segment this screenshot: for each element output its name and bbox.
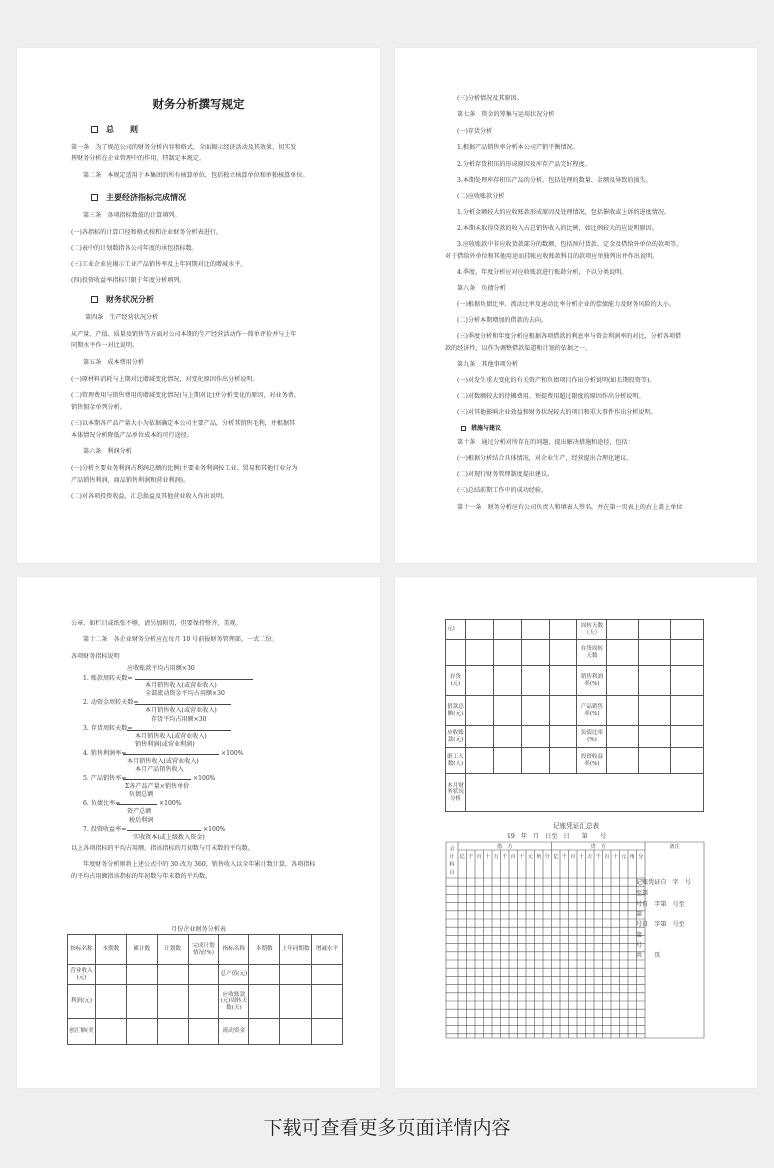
table-header-cell: 累计数 [126,935,157,965]
item-text: (二)表中的计划数指各公司年度的承包指标数。 [71,245,198,252]
item-text: 1.根据产品销售率分析本公司产销平衡情况。 [457,144,579,151]
item-text: (二)对各项投资收益、汇总损益及其他营业收入作出说明。 [71,493,229,500]
table-cell: 流动资金 [219,1019,249,1045]
voucher-note: 号自 字第 号至 [636,921,685,928]
formula-denominator: 本月销售收入(或营业收入) [127,758,199,765]
table-header-cell: 计划数 [157,935,188,965]
voucher-note: 第 [636,911,643,918]
article-10: 第十条 通过分析对所存在的问题，提出解决措施和途径，包括： [457,439,634,446]
voucher-summary-title: 记账凭证汇总表 [553,822,600,830]
item-text: 2.分析存货积压的形成原因及库存产品完好程度。 [457,161,591,168]
item-text: (一)存货分析 [457,128,493,135]
account-subject-header-char: 科 [449,862,455,868]
fraction-line [123,779,191,780]
formula-numerator: 负债总额 [129,791,154,798]
formula-denominator: 实收资本(或上级拨入资金) [133,834,205,841]
table-title: 月份企业财务分析表 [171,926,226,933]
table-cell: 本月财务状况分析 [446,774,466,812]
checkbox-icon [91,194,98,201]
table-cell: 借款总额(元) [446,696,466,726]
item-text: (一)对发生重大变化的有关资产和负债项目作出分析说明(如长期投资等)。 [457,377,656,384]
formula-multiplier: ×100% [159,800,182,807]
table-cell: 存货(元) [446,666,466,696]
formula-multiplier: ×100% [221,750,244,757]
table-header-cell: 完成计划情况(%) [188,935,219,965]
table-header-cell: 本期数 [249,935,280,965]
item-text: (一)原材料消耗与上期对比增减变化情况，对变化原因作出分析说明。 [71,376,259,383]
item-text: (三)总结前期工作中的成功经验。 [457,487,548,494]
paragraph-text: 的平均占用额指该指标的年初数与年末数的平均数。 [71,873,212,880]
credit-header: 贷 方 [590,844,607,850]
item-text: (一)分析主要业务利润占利润总额的比例(主要业务利润按工业、贸易和其他行业分为 [71,465,298,472]
section-heading-financial-status: 财务状况分析 [91,294,154,305]
article-9: 第九条 其他事项分析 [457,361,518,368]
unit-header: 元 [527,854,533,860]
item-text: (三)工业企业应揭示工业产品销售率及上年同期对比的增减水平。 [71,261,247,268]
unit-header: 元 [621,854,627,860]
table-cell: 职工人数(人) [446,748,466,774]
document-page-4 [395,577,757,1088]
unit-header: 十 [485,854,491,860]
item-text: (二)分析本期增加的借款的去向。 [457,317,548,324]
article-1-line-1: 第一条 为了规范公司的财务分析内容和格式，全面揭示经济活动及其效果，切实发 [71,144,297,151]
unit-header: 千 [595,854,601,860]
item-text: 销售佣金单列分析。 [71,404,126,411]
fraction-line [127,830,201,831]
fraction-line [117,804,157,805]
account-subject-header-char: 目 [449,870,455,876]
item-text: 款的经济性，以作为调整借款渠道和计划的依据之一。 [445,345,592,352]
item-text: 本体情况分析降低产品单位成本的可行途径。 [71,432,193,439]
unit-header: 万 [493,854,499,860]
table-header-row [68,935,343,965]
formula-label: 5. 产品销售率= [83,775,127,782]
formula-label: 3. 存货周转天数= [83,725,133,732]
item-text: 1.分析金额较大的应收账款形成原因及处理情况，包括催收或上诉的进度情况。 [457,209,671,216]
unit-header: 万 [587,854,593,860]
table-cell: 利润(元) [68,985,96,1019]
unit-header: 十 [612,854,618,860]
fraction-line [135,704,231,705]
item-text: 产品销售利润、商品销售利润和营业利润)。 [71,477,190,484]
paragraph-text: 公章，如栏目或纸张不够，请另加附页，但要保持整齐、美观。 [71,620,242,627]
unit-header: 百 [604,854,610,860]
formula-numerator: 税后利润 [129,817,154,824]
unit-header: 百 [510,854,516,860]
unit-header: 千 [502,854,508,860]
fraction-line [135,679,253,680]
voucher-note: 第 [636,932,643,939]
table-cell: 投资收益率(%) [577,748,607,774]
formula-denominator: 本月销售收入(或营业收入) [145,682,217,689]
table-header-cell: 指标名称 [219,935,249,965]
formula-label: 4. 销售利润率= [83,750,127,757]
unit-header: 千 [561,854,567,860]
debit-header: 借 方 [496,844,513,850]
table-cell: 负债比率(%) [577,726,607,748]
table-header-cell: 指标名称 [68,935,96,965]
formula-label: 1. 账款周转天数= [83,675,133,682]
formula-numerator: 全部流动资金平均占用额×30 [145,690,225,697]
account-subject-header-char: 会 [449,846,455,852]
voucher-note: 记账凭证自 字 号 [636,879,691,886]
table-cell: 营业收入(元) [68,965,96,985]
unit-header: 十 [519,854,525,860]
indicator-explanation-heading: 各项财务指标说明 [71,653,120,660]
financial-analysis-table [67,934,343,1045]
unit-header: 亿 [553,854,559,860]
unit-header: 十 [578,854,584,860]
item-text: (四)投资收益率指标只限于年度分析填列。 [71,277,186,284]
article-11: 第十一条 财务分析应有公司负责人和填表人签名，并在第一页表上的右上盖上单位 [457,504,683,511]
article-5: 第五条 成本费用分析 [83,359,144,366]
formula-numerator: 应收账款平均占用额×30 [127,665,195,672]
article-2: 第二条 本规定适用于本集团的所有核算单位，包括独立核算单位和单独核算单位。 [83,172,309,179]
table-header-cell: 上年同期数 [280,935,312,965]
table-cell: 创汇额(美 [68,1019,96,1045]
item-text: 3.应收账款中非应收货款部分的数额，包括预付货款、定金及借给外单位的款项等， [457,241,683,248]
item-text: (二)管理费用与销售费用的增减变化情况(与上期对比)并分析变化的原因，对业务费、 [71,392,300,399]
item-text: (一)根据负债比率、流动比率及速动比率分析企业的偿债能力及财务风险的大小。 [457,301,676,308]
table-cell: 应收账款(元)周转天数(天) [219,985,249,1019]
formula-numerator: 本月产品销售收入 [135,766,184,773]
item-text: 4.季度、年度分析应对应收账款进行账龄分析，予以分类说明。 [457,269,628,276]
formula-multiplier: ×100% [203,826,226,833]
article-3: 第三条 各项指标数值的计算填列。 [83,212,181,219]
section-heading-measures: 措施与建议 [461,423,501,432]
document-title: 财务分析撰写规定 [152,97,245,111]
table-cell: 总产值(元) [219,965,249,985]
item-text: (二)对现行财务管理制度提出建议。 [457,471,554,478]
unit-header: 分 [544,854,550,860]
formula-multiplier: ×100% [193,775,216,782]
item-text: (一)根据分析结合具体情况，对企业生产、经营提出合理化建议。 [457,455,633,462]
article-6: 第六条 利润分析 [83,448,132,455]
paragraph-text: 同期水平作一对比说明。 [71,342,139,349]
table-cell: 存货周转天数 [577,640,607,666]
table-cell: 产品销售率(%) [577,696,607,726]
article-8: 第八条 负债分析 [457,285,506,292]
table-cell: 元) [446,620,466,640]
unit-header: 千 [468,854,474,860]
unit-header: 亿 [459,854,465,860]
voucher-summary-grid [395,577,757,1088]
unit-header: 百 [570,854,576,860]
download-more-footer[interactable]: 下载可查看更多页面详情内容 [263,1117,511,1139]
unit-header: 角 [536,854,542,860]
formula-label: 7. 投资收益率= [83,826,127,833]
formula-denominator: 本月销售收入(或营业收入) [135,733,207,740]
article-4: 第四条 生产经营状况分析 [85,314,159,321]
item-text: (三)对其他影响企业效益和财务状况较大的项目和重大事件作出分析说明。 [457,409,657,416]
account-subject-header-char: 计 [449,854,455,860]
item-text: (三)以本期各产品产量大小为依据确定本公司主要产品，分析其销售毛利，并根据其 [71,420,296,427]
item-text: (一)各指标的计算口径和格式按和企业财务分析表进行。 [71,229,223,236]
unit-header: 百 [476,854,482,860]
checkbox-icon [91,296,98,303]
unit-header: 分 [638,854,644,860]
item-text: 2.本期未取得贷款的收入占总销售收入的比例，如比例较大的应说明原因。 [457,225,658,232]
table-header-cell: 本期数 [95,935,126,965]
table-row [68,965,343,985]
table-cell: 销售利润率(%) [577,666,607,696]
item-text: (二)应收账款分析 [457,193,505,200]
table-cell: 周转天数（天） [577,620,607,640]
paragraph-text: 从产量、产值、质量及销售等方面对公司本期的生产经营活动作一简单评价并与上年 [71,331,297,338]
document-page-3 [17,577,380,1088]
formula-denominator: 资产总额 [127,808,152,815]
voucher-note: 号 [636,942,643,949]
fraction-line [123,754,219,755]
checkbox-icon [91,126,98,133]
article-7: 第七条 资金的筹集与运用状况分析 [457,111,555,118]
article-12: 第十二条 各企业财务分析应在每月 10 号前报财务管理部，一式二份。 [83,636,278,643]
unit-header: 角 [629,854,635,860]
item-text: (三)分析情况及其原因。 [457,95,523,102]
voucher-note: 至第 [636,890,649,897]
voucher-note: 共 页 [636,952,661,959]
remarks-header: 备注 [669,844,680,850]
table-cell: 应收账款(元) [446,726,466,748]
table-row [68,1019,343,1045]
table-row [68,985,343,1019]
document-page-1 [17,48,380,563]
formula-label: 2. 动资金周转天数= [83,699,139,706]
article-1-line-2: 挥财务分析在企业管理中的作用，特制定本规定。 [71,155,206,162]
section-heading-indicators: 主要经济指标完成情况 [91,192,186,203]
paragraph-text: 年度财务分析则将上述公式中的 30 改为 360，销售收入以全年累计数计算，各项指标 [83,861,316,868]
section-heading-general: 总 则 [91,124,138,135]
formula-denominator: Σ各产品产量×销售单价 [125,783,190,790]
voucher-summary-date: 19 年 月 日至 日 第 号 [507,833,607,840]
formula-label: 6. 负债比率= [83,800,121,807]
voucher-note: 号自 字第 号至 [636,901,685,908]
item-text: 3.本期处理库存积压产品的分析。包括处理的数量、金额及导致的损失。 [457,177,652,184]
item-text: 对于借给外单位和其他用途而挂帐应收账款科目的款项应单独列出并作出说明。 [445,253,659,260]
paragraph-text: 以上各项指标的平均占用额，指该指标的月初数与月末数的平均数。 [71,845,254,852]
document-page-2 [395,48,757,563]
formula-numerator: 存货平均占用额×30 [151,716,207,723]
checkbox-icon [461,426,466,431]
item-text: (二)对数额较大的待摊费用、预提费用超过限度的原因作出分析说明。 [457,393,645,400]
table-header-cell: 增减水平 [312,935,343,965]
fraction-line [127,730,231,731]
formula-numerator: 销售利润(或营业利润) [135,741,195,748]
item-text: (三)季度分析和年度分析应根据各项借款的利息率与资金利润率的对比，分析各项借 [457,333,682,340]
formula-denominator: 本月销售收入(或营业收入) [145,707,217,714]
